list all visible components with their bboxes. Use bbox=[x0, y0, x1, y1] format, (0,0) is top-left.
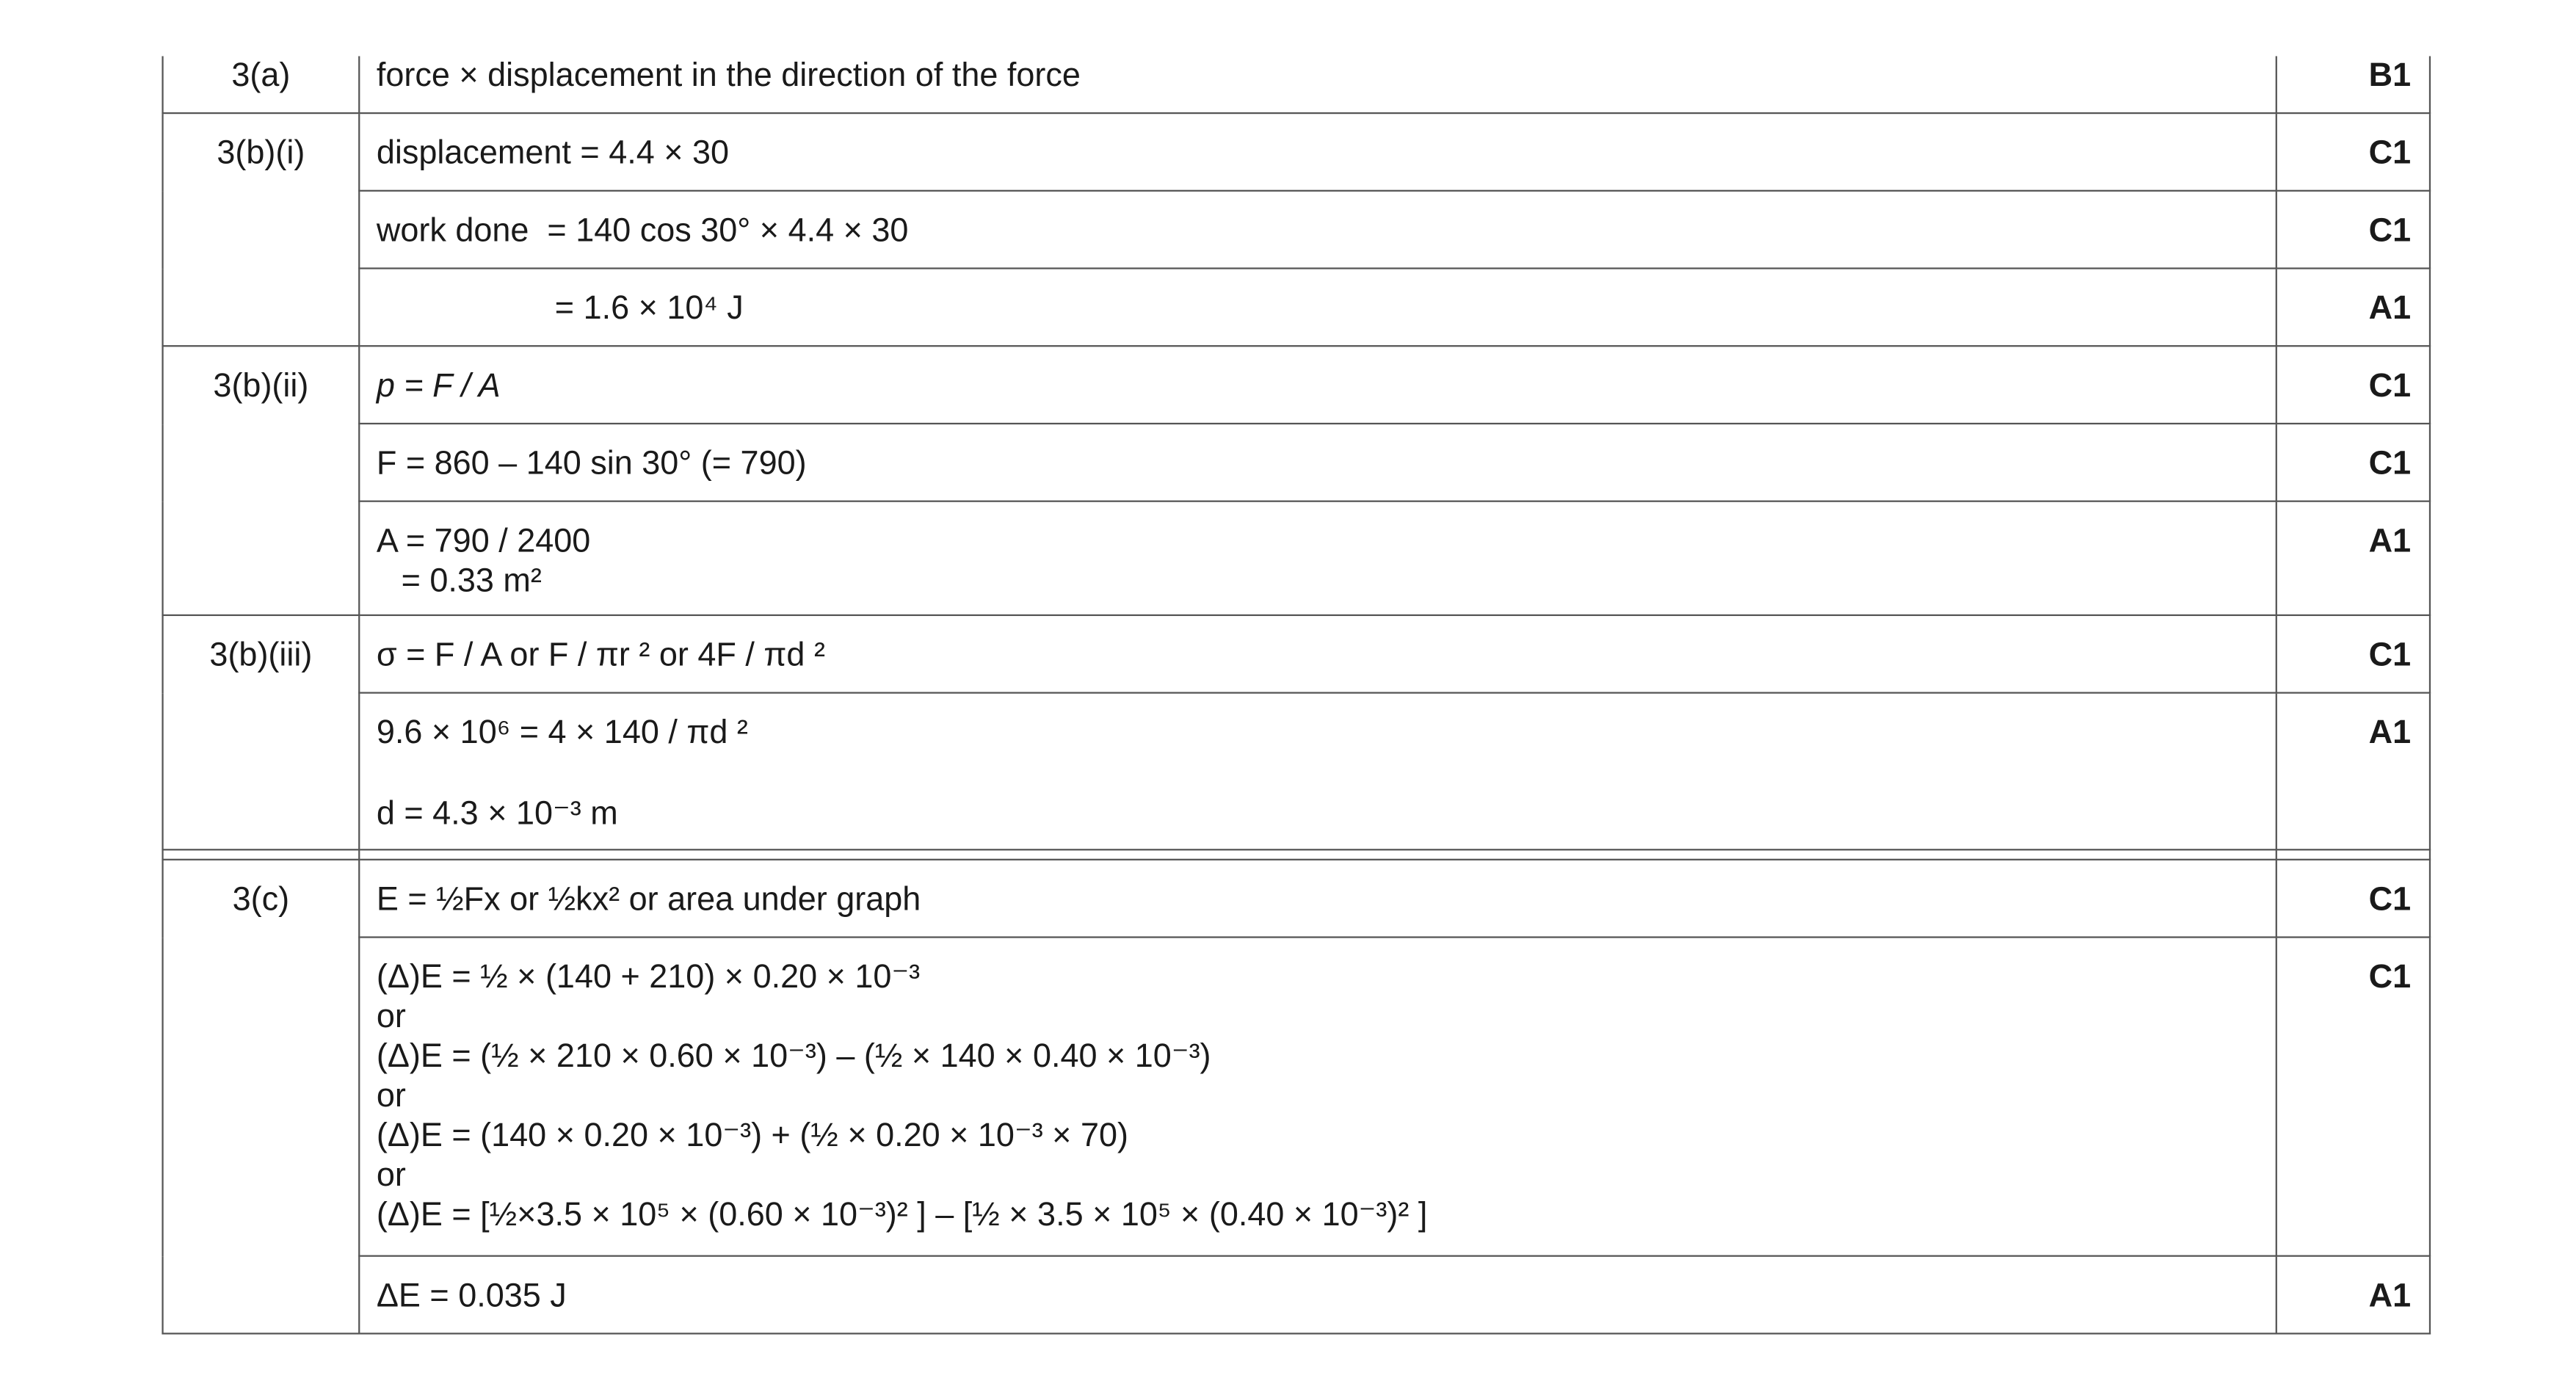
answer-text: E = ½Fx or ½kx² or area under graph bbox=[376, 882, 921, 918]
answer-cell bbox=[359, 693, 2276, 850]
mark-cell bbox=[2276, 191, 2430, 269]
mark-cell bbox=[2276, 501, 2430, 615]
mark-code: A1 bbox=[2368, 290, 2412, 327]
mark-code: A1 bbox=[2368, 523, 2412, 560]
answer-text: ΔE = 0.035 J bbox=[376, 1278, 567, 1315]
table-row bbox=[163, 693, 2430, 850]
answer-cell bbox=[359, 269, 2276, 347]
answer-line: (Δ)E = ½ × (140 + 210) × 0.20 × 10⁻³ bbox=[376, 959, 921, 996]
mark-cell bbox=[2276, 938, 2430, 1256]
question-number: 3(c) bbox=[232, 882, 290, 918]
table-row bbox=[163, 615, 2430, 693]
table-divider bbox=[163, 849, 2430, 859]
mark-code: C1 bbox=[2368, 446, 2412, 482]
answer-cell bbox=[359, 191, 2276, 269]
mark-code: C1 bbox=[2368, 882, 2412, 918]
answer-line: (Δ)E = [½×3.5 × 10⁵ × (0.60 × 10⁻³)² ] – [½ × 3.5 × 10⁵ × (0.40 × 10⁻³)² ] bbox=[376, 1197, 1428, 1234]
answer-text: displacement = 4.4 × 30 bbox=[376, 135, 730, 172]
mark-code: C1 bbox=[2368, 213, 2412, 250]
question-number: 3(b)(iii) bbox=[209, 637, 313, 674]
mark-cell bbox=[2276, 693, 2430, 850]
question-number-cell bbox=[163, 113, 360, 346]
question-number-cell bbox=[163, 346, 360, 615]
table-row bbox=[163, 269, 2430, 347]
mark-scheme-table bbox=[162, 56, 2431, 1334]
answer-cell bbox=[359, 113, 2276, 191]
table-row bbox=[163, 1256, 2430, 1334]
divider-cell bbox=[2276, 849, 2430, 859]
answer-cell bbox=[359, 56, 2276, 113]
answer-text bbox=[360, 694, 2275, 834]
answer-line: or bbox=[376, 1078, 406, 1115]
mark-code: C1 bbox=[2368, 368, 2412, 405]
mark-cell bbox=[2276, 56, 2430, 113]
question-number-cell bbox=[163, 615, 360, 849]
table-row bbox=[163, 424, 2430, 501]
table-row bbox=[163, 501, 2430, 615]
table-row bbox=[163, 113, 2430, 191]
divider-cell bbox=[359, 849, 2276, 859]
question-number-cell bbox=[163, 56, 360, 113]
mark-code: C1 bbox=[2368, 135, 2412, 172]
answer-cell bbox=[359, 938, 2276, 1256]
answer-text: force × displacement in the direction of the force bbox=[376, 57, 1081, 95]
mark-cell bbox=[2276, 346, 2430, 424]
table-row bbox=[163, 191, 2430, 269]
answer-line: d = 4.3 × 10⁻³ m bbox=[376, 796, 618, 833]
answer-text: = 1.6 × 10⁴ J bbox=[554, 290, 744, 327]
answer-text bbox=[360, 938, 2275, 1236]
answer-cell bbox=[359, 1256, 2276, 1334]
table-row bbox=[163, 56, 2430, 113]
answer-cell bbox=[359, 424, 2276, 501]
mark-cell bbox=[2276, 424, 2430, 501]
mark-code: A1 bbox=[2368, 1278, 2412, 1315]
mark-cell bbox=[2276, 860, 2430, 938]
mark-cell bbox=[2276, 113, 2430, 191]
question-number-cell bbox=[163, 860, 360, 1334]
table-row bbox=[163, 938, 2430, 1256]
mark-code: C1 bbox=[2368, 637, 2412, 674]
table-row bbox=[163, 860, 2430, 938]
divider-cell bbox=[163, 849, 360, 859]
answer-text: σ = F / A or F / πr ² or 4F / πd ² bbox=[376, 637, 825, 674]
answer-line: 9.6 × 10⁶ = 4 × 140 / πd ² bbox=[376, 714, 748, 752]
answer-text: F = 860 – 140 sin 30° (= 790) bbox=[376, 446, 807, 482]
answer-text: work done = 140 cos 30° × 4.4 × 30 bbox=[376, 213, 909, 250]
answer-text bbox=[360, 502, 2275, 601]
answer-cell bbox=[359, 615, 2276, 693]
table-row bbox=[163, 346, 2430, 424]
mark-cell bbox=[2276, 269, 2430, 347]
answer-line: = 0.33 m² bbox=[401, 563, 542, 600]
mark-cell bbox=[2276, 615, 2430, 693]
answer-cell bbox=[359, 860, 2276, 938]
answer-line: or bbox=[376, 998, 406, 1036]
answer-cell bbox=[359, 346, 2276, 424]
mark-code: C1 bbox=[2368, 959, 2412, 996]
question-number: 3(b)(i) bbox=[217, 135, 305, 172]
question-number: 3(b)(ii) bbox=[213, 368, 309, 405]
answer-line: or bbox=[376, 1157, 406, 1195]
mark-code: A1 bbox=[2368, 714, 2412, 752]
mark-cell bbox=[2276, 1256, 2430, 1334]
answer-line: A = 790 / 2400 bbox=[376, 523, 591, 560]
answer-line: (Δ)E = (½ × 210 × 0.60 × 10⁻³) – (½ × 140 × 0.40 × 10⁻³) bbox=[376, 1038, 1211, 1076]
question-number: 3(a) bbox=[231, 57, 291, 95]
mark-code: B1 bbox=[2368, 57, 2412, 95]
answer-cell bbox=[359, 501, 2276, 615]
answer-text: p = F / A bbox=[376, 368, 501, 405]
answer-line: (Δ)E = (140 × 0.20 × 10⁻³) + (½ × 0.20 × 10⁻³ × 70) bbox=[376, 1117, 1129, 1155]
